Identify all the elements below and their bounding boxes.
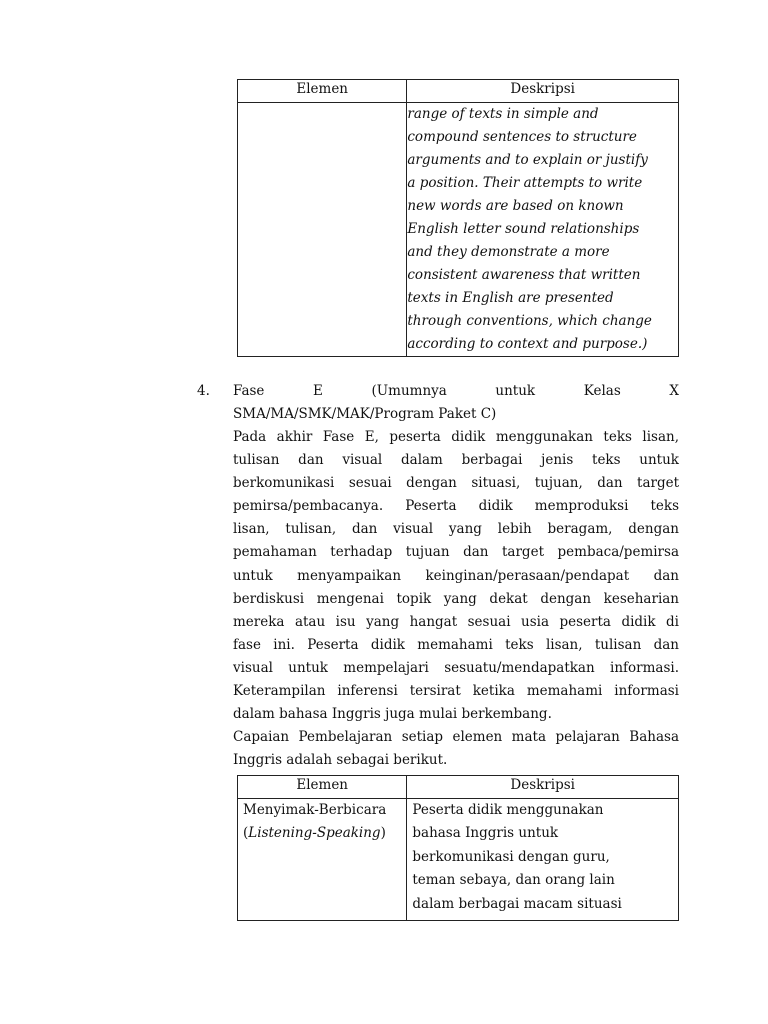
description-line: according to context and purpose.): [407, 336, 648, 352]
description-line: arguments and to explain or justify: [407, 152, 648, 168]
heading-word: Fase: [233, 383, 265, 399]
description-line: consistent awareness that written: [407, 267, 641, 283]
paragraph-line: visual untuk mempelajari sesuatu/mendapatkan informasi.: [233, 659, 679, 676]
heading-word: X: [669, 383, 679, 399]
description-line: bahasa Inggris untuk: [412, 825, 559, 842]
paragraph-line: Inggris adalah sebagai berikut.: [233, 752, 448, 769]
description-line: and they demonstrate a more: [407, 244, 610, 260]
paragraph-line: dalam bahasa Inggris juga mulai berkembang.: [233, 706, 552, 723]
description-cell: [407, 103, 679, 357]
description-line: berkomunikasi dengan guru,: [412, 848, 610, 865]
paragraph-line: untuk menyampaikan keinginan/perasaan/pendapat dan: [233, 567, 679, 584]
element-english-text: Listening-Speaking: [248, 825, 381, 842]
heading-word: (Umumnya: [371, 383, 447, 399]
table-row: [238, 103, 679, 357]
paragraph-line: pemahaman terhadap tujuan dan target pembaca/pemirsa: [233, 544, 679, 561]
description-line: Peserta didik menggunakan: [412, 802, 604, 818]
description-line: range of texts in simple and: [407, 106, 599, 122]
header-deskripsi: Deskripsi: [407, 80, 679, 103]
description-line: English letter sound relationships: [407, 221, 640, 237]
paragraph-line: tulisan dan visual dalam berbagai jenis teks untuk: [233, 452, 679, 469]
paragraph-line: lisan, tulisan, dan visual yang lebih beragam, dengan: [233, 521, 679, 538]
description-line: through conventions, which change: [407, 313, 652, 329]
description-cell: [407, 799, 679, 921]
description-line: new words are based on known: [407, 198, 624, 214]
paragraph-line: mereka atau isu yang hangat sesuai usia peserta didik di: [233, 613, 679, 630]
heading-word: E: [313, 383, 323, 399]
paragraph-line: Capaian Pembelajaran setiap elemen mata pelajaran Bahasa: [233, 729, 679, 746]
heading-word: untuk: [495, 383, 536, 399]
continued-table: [237, 79, 679, 357]
element-cell: [238, 103, 407, 357]
element-english: [243, 822, 401, 845]
description-line: a position. Their attempts to write: [407, 175, 643, 191]
paragraph-line: Keterampilan inferensi tersirat ketika memahami informasi: [233, 683, 679, 700]
table-header-row: [238, 776, 679, 799]
description-line: dalam berbagai macam situasi: [412, 895, 622, 912]
table-row: [238, 799, 679, 921]
heading-word: Kelas: [583, 383, 621, 399]
section-number: 4.: [197, 383, 210, 399]
paragraph-line: fase ini. Peserta didik memahami teks lisan, tulisan dan: [233, 636, 679, 653]
description-line: teman sebaya, dan orang lain: [412, 872, 615, 889]
element-name: Menyimak-Berbicara: [243, 802, 387, 818]
elements-table: [237, 775, 679, 921]
paragraph-line: berkomunikasi sesuai dengan situasi, tujuan, dan target: [233, 475, 679, 492]
paragraph-line: pemirsa/pembacanya. Peserta didik memproduksi teks: [233, 498, 679, 515]
section-heading-continuation: SMA/MA/SMK/MAK/Program Paket C): [233, 406, 497, 422]
open-paren: (: [243, 825, 249, 842]
table-header-row: [238, 80, 679, 103]
header-elemen: Elemen: [238, 80, 407, 103]
section-paragraph: [233, 426, 679, 772]
element-cell: [238, 799, 407, 921]
description-line: texts in English are presented: [407, 290, 614, 306]
header-deskripsi: Deskripsi: [407, 776, 679, 799]
description-line: compound sentences to structure: [407, 129, 637, 145]
paragraph-line: berdiskusi mengenai topik yang dekat dengan keseharian: [233, 590, 679, 607]
header-elemen: Elemen: [238, 776, 407, 799]
close-paren: ): [380, 825, 386, 842]
section-heading: [233, 380, 679, 403]
paragraph-line: Pada akhir Fase E, peserta didik menggunakan teks lisan,: [233, 429, 679, 445]
